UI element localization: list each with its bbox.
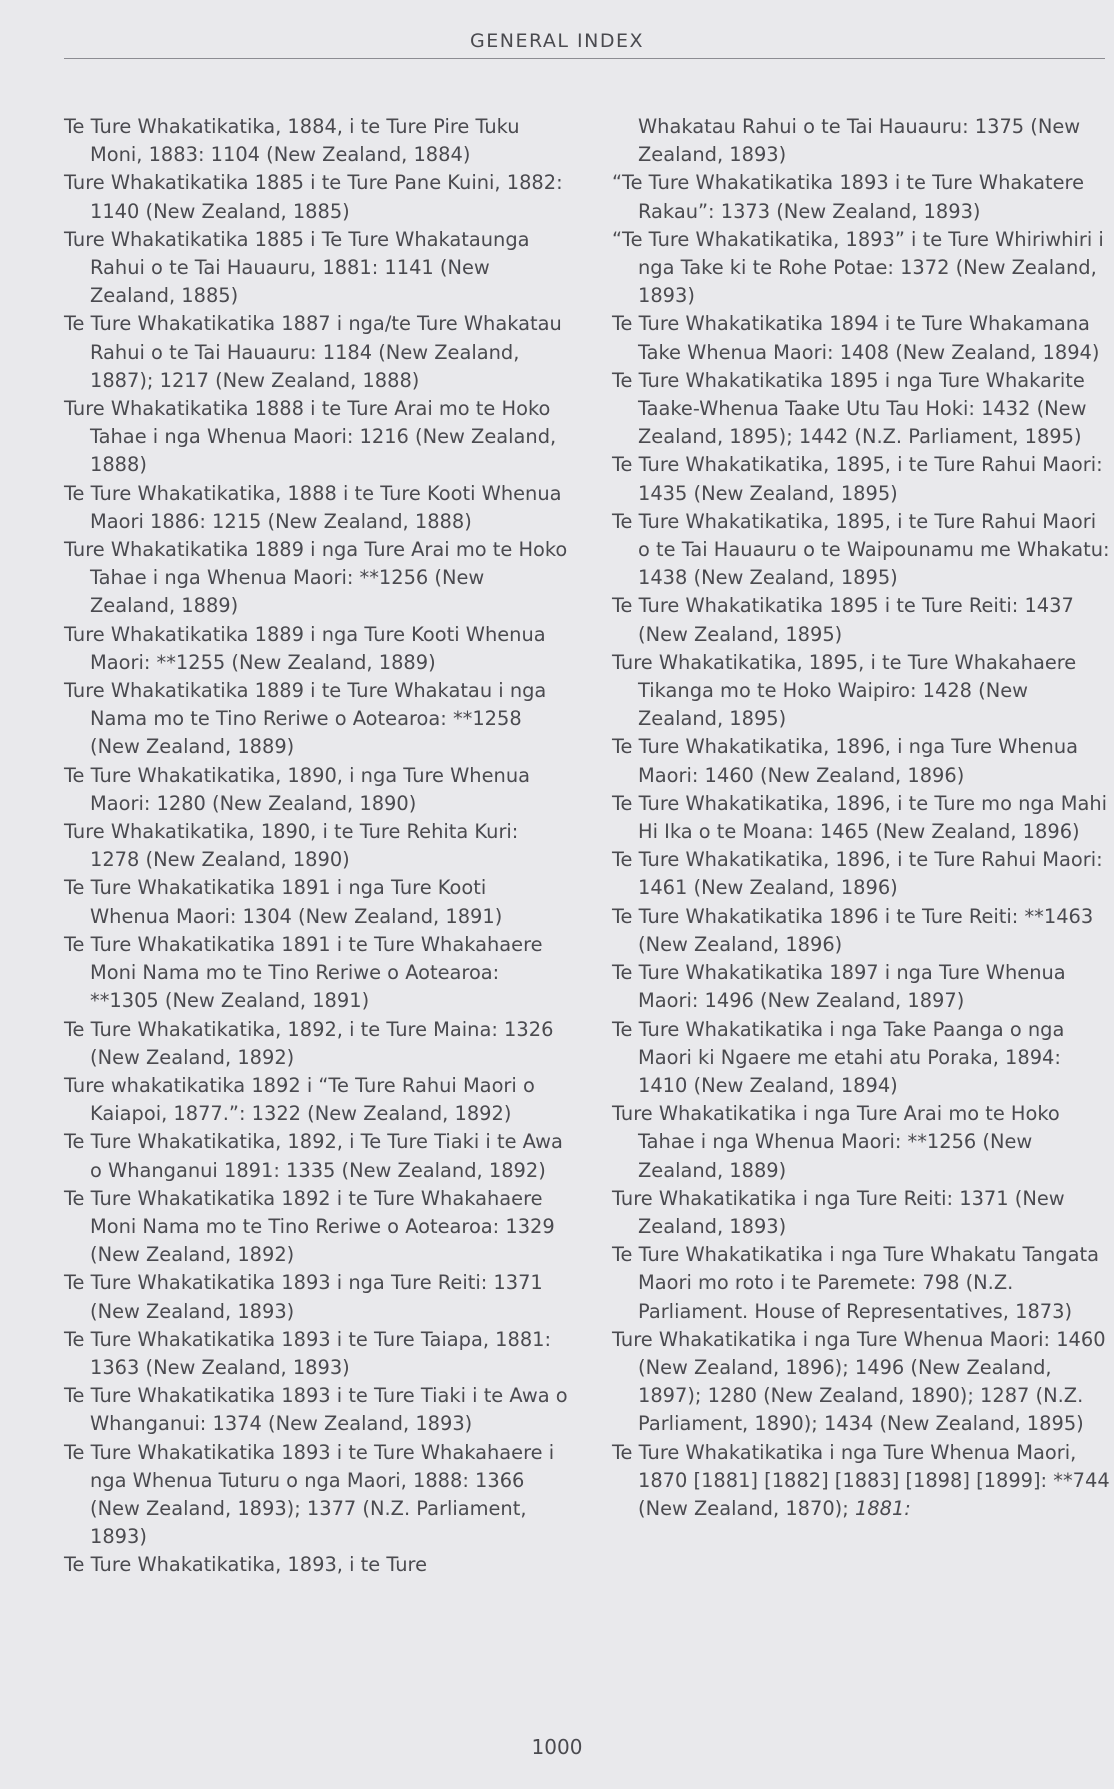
index-entry: Te Ture Whakatikatika 1893 i te Ture Taiapa, 1881: 1363 (New Zealand, 1893): [64, 1327, 552, 1379]
index-entry: Ture Whakatikatika 1889 i te Ture Whakatau i nga Nama mo te Tino Reriwe o Aotearoa: **1258 (New Zealand, 1889): [64, 679, 547, 759]
index-entry: “Te Ture Whakatikatika 1893 i te Ture Whakatere Rakau”: 1373 (New Zealand, 1893): [612, 171, 1085, 223]
index-entry: Te Ture Whakatikatika 1887 i nga/te Ture Whakatau Rahui o te Tai Hauauru: 1184 (New Zealand, 1887); 1217 (New Zealand, 1888): [64, 312, 562, 392]
index-entry: Te Ture Whakatikatika, 1896, i te Ture mo nga Mahi Hi Ika o te Moana: 1465 (New Zealand, 1896): [612, 791, 1108, 844]
index-entry: “Te Ture Whakatikatika, 1893” i te Ture Whiriwhiri i nga Take ki te Rohe Potae: 1372 (New Zealand, 1893): [612, 227, 1104, 308]
index-entry-text: Te Ture Whakatikatika i nga Ture Whenua Maori, 1870 [1881] [1882] [1883] [1898] [1899]: **744 (New Zealand, 1870);: [612, 1440, 1110, 1520]
index-entry: Ture Whakatikatika, 1895, i te Ture Whakahaere Tikanga mo te Hoko Waipiro: 1428 (New Zealand, 1895): [612, 650, 1077, 731]
index-entry: Te Ture Whakatikatika 1895 i te Ture Reiti: 1437 (New Zealand, 1895): [612, 594, 1074, 646]
index-entry: Te Ture Whakatikatika, 1890, i nga Ture Whenua Maori: 1280 (New Zealand, 1890): [64, 763, 530, 815]
index-entry: Te Ture Whakatikatika 1895 i nga Ture Whakarite Taake-Whenua Taake Utu Tau Hoki: 1432 (New Zealand, 1895); 1442 (N.Z. Parliament, 1895): [612, 368, 1087, 449]
index-entry: Te Ture Whakatikatika, 1892, i te Ture Maina: 1326 (New Zealand, 1892): [64, 1017, 554, 1069]
index-entry-italic-year: 1881:: [854, 1496, 911, 1520]
index-entry: Ture Whakatikatika 1885 i te Ture Pane Kuini, 1882: 1140 (New Zealand, 1885): [64, 171, 563, 223]
index-entry: Te Ture Whakatikatika, 1884, i te Ture Pire Tuku Moni, 1883: 1104 (New Zealand, 1884): [64, 115, 520, 167]
index-entry: Te Ture Whakatikatika 1893 i te Ture Whakahaere i nga Whenua Tuturu o nga Maori, 1888: 1366 (New Zealand, 1893); 1377 (N.Z. Parliament, 1893): [64, 1440, 555, 1549]
right-column: [612, 113, 1112, 1523]
index-entry: Te Ture Whakatikatika 1897 i nga Ture Whenua Maori: 1496 (New Zealand, 1897): [612, 961, 1066, 1013]
index-entry: Te Ture Whakatikatika 1892 i te Ture Whakahaere Moni Nama mo te Tino Reriwe o Aotearoa: 1329 (New Zealand, 1892): [64, 1186, 555, 1267]
index-entry: Ture Whakatikatika 1888 i te Ture Arai mo te Hoko Tahae i nga Whenua Maori: 1216 (New Zealand, 1888): [64, 397, 557, 477]
index-entry: Te Ture Whakatikatika, 1896, i nga Ture Whenua Maori: 1460 (New Zealand, 1896): [612, 735, 1078, 787]
index-entry: Ture Whakatikatika i nga Ture Arai mo te Hoko Tahae i nga Whenua Maori: **1256 (New Zealand, 1889): [612, 1102, 1060, 1182]
index-entry: Te Ture Whakatikatika, 1896, i te Ture Rahui Maori: 1461 (New Zealand, 1896): [612, 848, 1103, 900]
index-entry-continuation: Whakatau Rahui o te Tai Hauauru: 1375 (New Zealand, 1893): [638, 115, 1081, 167]
index-entry: Te Ture Whakatikatika, 1892, i Te Ture Tiaki i te Awa o Whanganui 1891: 1335 (New Zealand, 1892): [64, 1130, 563, 1182]
running-header: GENERAL INDEX: [470, 30, 644, 52]
index-entry: Te Ture Whakatikatika, 1888 i te Ture Kooti Whenua Maori 1886: 1215 (New Zealand, 1888): [64, 481, 562, 533]
index-entry: Te Ture Whakatikatika i nga Ture Whakatu Tangata Maori mo roto i te Paremete: 798 (N.Z. Parliament. House of Representatives, 1873): [612, 1243, 1099, 1323]
index-entry: [612, 1439, 1112, 1524]
page-number: 1000: [531, 1735, 583, 1759]
index-entry: Ture Whakatikatika i nga Ture Whenua Maori: 1460 (New Zealand, 1896); 1496 (New Zealand, 1897); 1280 (New Zealand, 1890); 1287 (N.Z. Parliament, 1890); 1434 (New Zealand, 1895): [612, 1327, 1106, 1436]
index-entry: Te Ture Whakatikatika 1891 i te Ture Whakahaere Moni Nama mo te Tino Reriwe o Aotearoa: **1305 (New Zealand, 1891): [64, 932, 543, 1013]
index-entry: Ture Whakatikatika, 1890, i te Ture Rehita Kuri: 1278 (New Zealand, 1890): [64, 820, 519, 872]
index-entry: Ture Whakatikatika 1889 i nga Ture Kooti Whenua Maori: **1255 (New Zealand, 1889): [64, 622, 546, 674]
index-entry: Ture Whakatikatika i nga Ture Reiti: 1371 (New Zealand, 1893): [612, 1186, 1065, 1238]
left-column: [64, 113, 569, 1580]
index-entry: Te Ture Whakatikatika 1891 i nga Ture Kooti Whenua Maori: 1304 (New Zealand, 1891): [64, 876, 503, 928]
index-entry: Te Ture Whakatikatika i nga Take Paanga o nga Maori ki Ngaere me etahi atu Poraka, 1894: 1410 (New Zealand, 1894): [612, 1017, 1065, 1097]
index-entry: Ture whakatikatika 1892 i “Te Ture Rahui Maori o Kaiapoi, 1877.”: 1322 (New Zealand, 1892): [64, 1073, 535, 1126]
index-entry: Te Ture Whakatikatika 1893 i te Ture Tiaki i te Awa o Whanganui: 1374 (New Zealand, 1893): [64, 1384, 568, 1436]
index-entry: Te Ture Whakatikatika, 1895, i te Ture Rahui Maori o te Tai Hauauru o te Waipounamu me Whakatu: 1438 (New Zealand, 1895): [612, 509, 1110, 590]
header-rule: [64, 58, 1105, 59]
index-entry: Te Ture Whakatikatika 1894 i te Ture Whakamana Take Whenua Maori: 1408 (New Zealand, 1894): [612, 312, 1100, 364]
index-entry: Te Ture Whakatikatika, 1893, i te Ture: [64, 1553, 428, 1577]
index-entry: Te Ture Whakatikatika 1893 i nga Ture Reiti: 1371 (New Zealand, 1893): [64, 1271, 543, 1323]
index-entry: Te Ture Whakatikatika 1896 i te Ture Reiti: **1463 (New Zealand, 1896): [612, 904, 1094, 956]
index-entry: Ture Whakatikatika 1889 i nga Ture Arai mo te Hoko Tahae i nga Whenua Maori: **1256 (New Zealand, 1889): [64, 538, 568, 618]
index-entry: Te Ture Whakatikatika, 1895, i te Ture Rahui Maori: 1435 (New Zealand, 1895): [612, 453, 1103, 505]
index-entry: Ture Whakatikatika 1885 i Te Ture Whakataunga Rahui o te Tai Hauauru, 1881: 1141 (New Zealand, 1885): [64, 227, 530, 308]
